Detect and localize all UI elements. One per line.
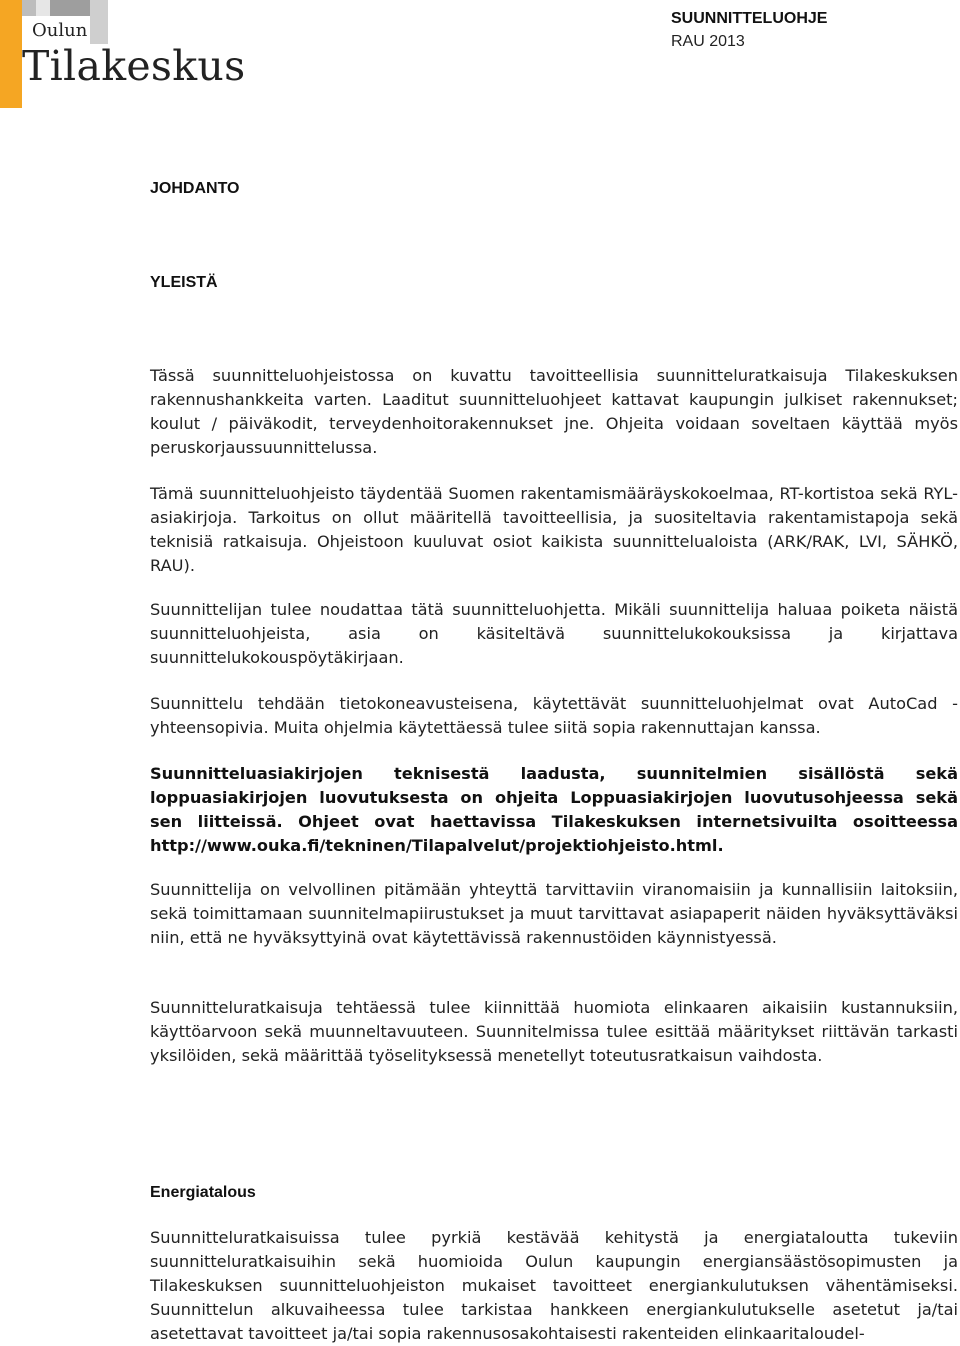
logo-block-mid bbox=[50, 0, 90, 16]
heading-yleista: YLEISTÄ bbox=[150, 274, 218, 291]
paragraph-6: Suunnittelija on velvollinen pitämään yhteyttä tarvittaviin viranomaisiin ja kunnallisiin laitoksiin, sekä toimittamaan suunnitelmapiirustukset ja muut tarvittavat asiapaperit näiden hyväksyttäväksi niin, että ne hyväksyttyinä ovat käytettävissä rakennustöiden käynnistyessä. bbox=[150, 880, 958, 947]
document-version: RAU 2013 bbox=[671, 33, 745, 50]
tilakeskus-logo bbox=[0, 0, 270, 112]
paragraph-8: Suunnitteluratkaisuissa tulee pyrkiä kestävää kehitystä ja energiataloutta tukeviin suunnitteluratkaisuihin sekä huomioida Oulun kaupungin energiansäästösopimusten ja Tilakeskuksen suunnitteluohjeiston mukaiset tavoitteet energiankulutuksen vähentämiseksi. Suunnittelun alkuvaiheessa tulee tarkistaa hankkeen energiankulutukselle asetetut ja/tai asetettavat tavoitteet ja/tai sopia rakennusosakohtaisesti rakenteiden elinkaaritaloudel- bbox=[150, 1228, 958, 1343]
paragraph-4: Suunnittelu tehdään tietokoneavusteisena, käytettävät suunnitteluohjelmat ovat AutoCad -yhteensopivia. Muita ohjelmia käytettäessä tulee siitä sopia rakennuttajan kanssa. bbox=[150, 694, 958, 737]
paragraph-7: Suunnitteluratkaisuja tehtäessä tulee kiinnittää huomiota elinkaaren aikaisiin kustannuksiin, käyttöarvoon sekä muunneltavuuteen. Suunnitelmissa tulee esittää määritykset riittävän tarkasti yksilöiden, sekä määrittää työselityksessä menetellyt toteutusratkaisun vaihdosta. bbox=[150, 998, 958, 1065]
document-title: SUUNNITTELUOHJE bbox=[671, 10, 828, 27]
paragraph-5-bold: Suunnitteluasiakirjojen teknisestä laadusta, suunnitelmien sisällöstä sekä loppuasiakirjojen luovutuksesta on ohjeita Loppuasiakirjojen luovutusohjeessa sekä sen liitteissä. Ohjeet ovat haettavissa Tilakeskuksen internetsivuilta osoitteessa http://www.ouka.fi/tekninen/Tilapalvelut/projektiohjeisto.html. bbox=[150, 764, 958, 855]
heading-energiatalous: Energiatalous bbox=[150, 1184, 256, 1201]
paragraph-3: Suunnittelijan tulee noudattaa tätä suunnitteluohjetta. Mikäli suunnittelija haluaa poiketa näistä suunnitteluohjeista, asia on käsiteltävä suunnittelukokouksissa ja kirjattava suunnittelukokouspöytäkirjaan. bbox=[150, 600, 958, 667]
logo-accent-bar bbox=[0, 0, 22, 108]
logo-block-dark bbox=[22, 0, 36, 16]
logo-block-dark-right bbox=[90, 0, 108, 44]
logo-text-tilakeskus: Tilakeskus bbox=[22, 42, 246, 90]
paragraph-2: Tämä suunnitteluohjeisto täydentää Suomen rakentamismääräyskokoelmaa, RT-kortistoa sekä RYL-asiakirjoja. Tarkoitus on ollut määritellä tavoitteellisia, ja suositeltavia rakentamistapoja sekä teknisiä ratkaisuja. Ohjeistoon kuuluvat osiot kaikista suunnittelualoista (ARK/RAK, LVI, SÄHKÖ, RAU). bbox=[150, 484, 958, 575]
paragraph-1: Tässä suunnitteluohjeistossa on kuvattu tavoitteellisia suunnitteluratkaisuja Tilakeskuksen rakennushankkeita varten. Laaditut suunnitteluohjeet kattavat kaupungin julkiset rakennukset; koulut / päiväkodit, terveydenhoitorakennukset jne. Ohjeita voidaan soveltaen käyttää myös peruskorjaussuunnittelussa. bbox=[150, 366, 958, 457]
heading-johdanto: JOHDANTO bbox=[150, 180, 240, 197]
logo-block-light bbox=[36, 0, 50, 16]
document-header bbox=[671, 10, 827, 51]
logo-text-oulun: Oulun bbox=[32, 20, 88, 41]
